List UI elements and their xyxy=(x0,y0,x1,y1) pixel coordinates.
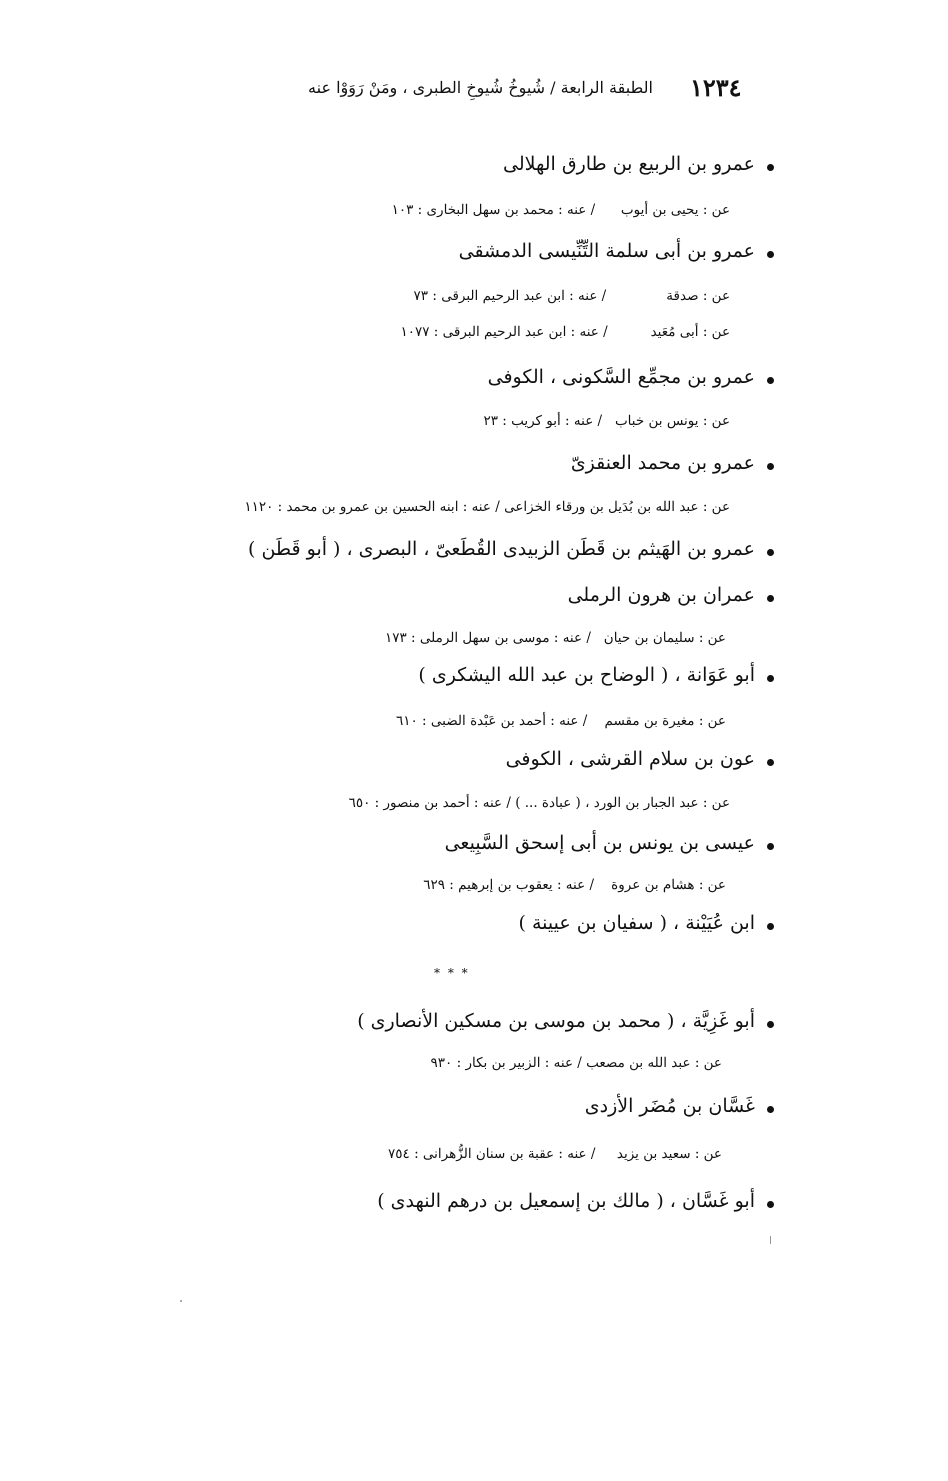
entry-bullet xyxy=(767,463,774,470)
narration-chain: عن : سليمان بن حيان / عنه : موسى بن سهل الرملى : ١٧٣ xyxy=(384,630,726,646)
entry-bullet xyxy=(767,1201,774,1208)
entry-bullet xyxy=(767,759,774,766)
section-separator: * * * xyxy=(434,966,470,980)
narration-chain: عن : صدقة / عنه : ابن عبد الرحيم البرقى : ٧٣ xyxy=(413,288,730,304)
running-header: الطبقة الرابعة / شُيوخُ شُيوخِ الطبرى ، ومَنْ رَوَوْا عنه xyxy=(308,78,653,97)
entry-name: عمران بن هرون الرملى xyxy=(567,584,755,606)
entry-bullet xyxy=(767,377,774,384)
entry-name: عمرو بن الهَيثم بن قَطَن الزبيدى القُطَعىّ ، البصرى ، ( أبو قَطَن ) xyxy=(248,538,755,560)
entry-bullet xyxy=(767,549,774,556)
narration-chain: عن : يونس بن خباب / عنه : أبو كريب : ٢٣ xyxy=(483,413,730,429)
narration-chain: عن : عبد الله بن مصعب / عنه : الزبير بن بكار : ٩٣٠ xyxy=(430,1055,722,1071)
narration-chain: عن : هشام بن عروة / عنه : يعقوب بن إبرهيم : ٦٢٩ xyxy=(423,877,726,893)
narration-chain: عن : سعيد بن يزيد / عنه : عقبة بن سنان الزُّهرانى : ٧٥٤ xyxy=(388,1146,722,1162)
entry-bullet xyxy=(767,675,774,682)
entry-name: أبو غَزِيَّة ، ( محمد بن موسى بن مسكين الأنصارى ) xyxy=(357,1010,755,1032)
entry-name: عمرو بن الربيع بن طارق الهلالى xyxy=(503,153,755,175)
entry-bullet xyxy=(767,923,774,930)
entry-bullet xyxy=(767,164,774,171)
entry-name: عمرو بن مجمِّع السَّكونى ، الكوفى xyxy=(487,366,755,388)
narration-chain: عن : عبد الجبار بن الورد ، ( عبادة ... ) / عنه : أحمد بن منصور : ٦٥٠ xyxy=(348,795,730,811)
entry-bullet xyxy=(767,1106,774,1113)
entry-name: غَسَّان بن مُضَر الأزدى xyxy=(584,1095,755,1117)
narration-chain: عن : عبد الله بن بُدَيل بن ورقاء الخزاعى / عنه : ابنه الحسين بن عمرو بن محمد : ١١٢٠ xyxy=(244,499,730,515)
margin-mark xyxy=(770,1236,771,1244)
entry-bullet xyxy=(767,1021,774,1028)
entry-name: عمرو بن أبى سلمة التِّنِّيسى الدمشقى xyxy=(458,240,755,262)
entry-name: أبو غَسَّان ، ( مالك بن إسمعيل بن درهم النهدى ) xyxy=(377,1190,755,1212)
entry-name: ابن عُيَيْنة ، ( سفيان بن عيينة ) xyxy=(518,912,755,934)
narration-chain: عن : مغيرة بن مقسم / عنه : أحمد بن عَبْدة الضبى : ٦١٠ xyxy=(396,713,726,729)
entry-name: أبو عَوَانة ، ( الوضاح بن عبد الله اليشكرى ) xyxy=(418,664,755,686)
entry-name: عمرو بن محمد العنقزىّ xyxy=(570,452,755,474)
margin-speck xyxy=(180,1300,182,1302)
entry-bullet xyxy=(767,595,774,602)
narration-chain: عن : يحيى بن أيوب / عنه : محمد بن سهل البخارى : ١٠٣ xyxy=(391,202,730,218)
page-number: ١٢٣٤ xyxy=(690,73,742,102)
entry-bullet xyxy=(767,843,774,850)
narration-chain: عن : أبى مُعَيد / عنه : ابن عبد الرحيم البرقى : ١٠٧٧ xyxy=(400,324,730,340)
entry-bullet xyxy=(767,251,774,258)
entry-name: عيسى بن يونس بن أبى إسحق السَّبِيعى xyxy=(444,832,755,854)
entry-name: عون بن سلام القرشى ، الكوفى xyxy=(505,748,755,770)
